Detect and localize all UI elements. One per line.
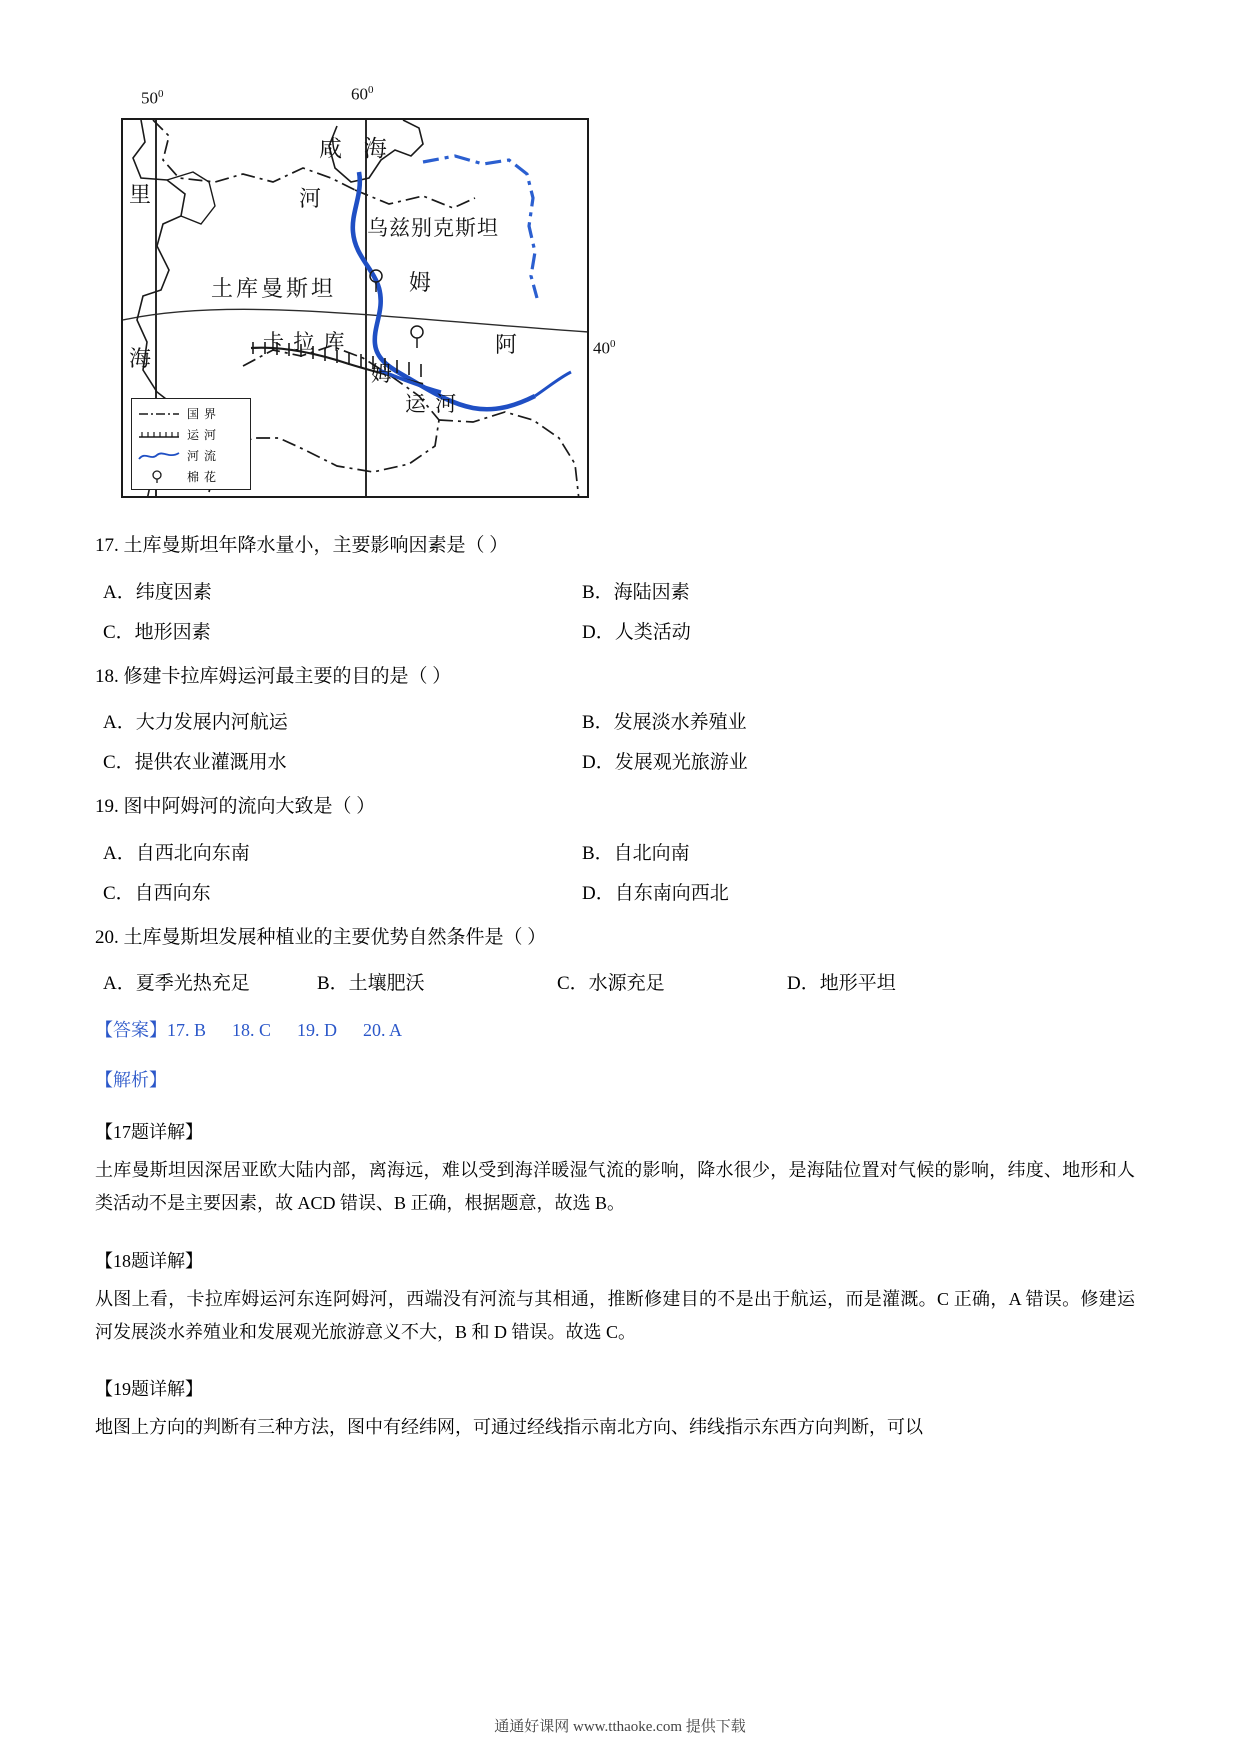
dash-dot-line-icon bbox=[137, 407, 181, 421]
place-label-a: 阿 bbox=[495, 332, 518, 357]
explanation-17-head: 【17题详解】 bbox=[95, 1122, 203, 1142]
explanation-17-body: 土库曼斯坦因深居亚欧大陆内部，离海远，难以受到海洋暖湿气流的影响，降水很少，是海陆位置对气候的影响，纬度、地形和人类活动不是主要因素，故 ACD 错误、B 正确，根据题意，故选 B。 bbox=[95, 1160, 1135, 1214]
option-18-A[interactable]: A．大力发展内河航运 bbox=[103, 712, 288, 733]
place-label-aral-sea: 咸 海 bbox=[319, 136, 395, 161]
option-17-B[interactable]: B．海陆因素 bbox=[582, 581, 690, 603]
option-18-B[interactable]: B．发展淡水养殖业 bbox=[582, 712, 747, 733]
question-19-stem: 19. 图中阿姆河的流向大致是（ ） bbox=[95, 796, 376, 817]
border-south-east bbox=[439, 412, 579, 498]
option-18-C[interactable]: C．提供农业灌溉用水 bbox=[103, 752, 287, 773]
place-label-he: 河 bbox=[299, 186, 322, 211]
hatched-line-icon bbox=[137, 428, 181, 442]
latitude-label-40: $40^0$ bbox=[593, 338, 616, 358]
question-20-stem: 20. 土库曼斯坦发展种植业的主要优势自然条件是（ ） bbox=[95, 926, 547, 948]
place-label-karakum-2: 姆 bbox=[371, 362, 392, 386]
cotton-icon-2 bbox=[411, 326, 423, 348]
wavy-blue-line-icon bbox=[137, 449, 181, 463]
place-label-caspian-li: 里 bbox=[129, 182, 152, 207]
place-label-caspian-hai: 海 bbox=[129, 346, 152, 371]
border-north-east bbox=[355, 190, 475, 208]
question-19-options-row2 bbox=[95, 878, 1145, 902]
map-frame bbox=[121, 118, 589, 498]
option-20-B[interactable]: B．土壤肥沃 bbox=[317, 973, 425, 994]
map-figure bbox=[103, 80, 616, 510]
answer-20: 20. A bbox=[363, 1020, 403, 1040]
question-17-options-row2 bbox=[95, 617, 1145, 641]
answer-block bbox=[95, 1016, 1145, 1042]
legend-row-canal: 运 河 bbox=[137, 424, 245, 445]
place-label-mu: 姆 bbox=[409, 270, 432, 295]
option-19-B[interactable]: B．自北向南 bbox=[582, 842, 690, 864]
option-20-A[interactable]: A．夏季光热充足 bbox=[103, 973, 250, 994]
place-label-karakum-3: 运 河 bbox=[405, 392, 459, 416]
option-17-C[interactable]: C．地形因素 bbox=[103, 621, 211, 643]
question-17-options-row1 bbox=[95, 577, 1145, 601]
option-19-A[interactable]: A．自西北向东南 bbox=[103, 842, 250, 864]
option-18-D[interactable]: D．发展观光旅游业 bbox=[582, 752, 748, 773]
legend-row-border: 国 界 bbox=[137, 403, 245, 424]
answer-label: 【答案】 bbox=[95, 1020, 167, 1040]
question-20-options-row bbox=[95, 968, 1145, 992]
answer-19: 19. D bbox=[297, 1020, 338, 1040]
longitude-label-50: $50^0$ bbox=[141, 88, 164, 108]
question-18-options-row2 bbox=[95, 747, 1145, 771]
legend-row-cotton: 棉 花 bbox=[137, 466, 245, 487]
answer-18: 18. C bbox=[232, 1020, 272, 1040]
option-17-D[interactable]: D．人类活动 bbox=[582, 621, 691, 643]
analysis-label: 【解析】 bbox=[95, 1070, 167, 1090]
question-17-stem: 17. 土库曼斯坦年降水量小，主要影响因素是（ ） bbox=[95, 535, 509, 556]
question-18-options-row1 bbox=[95, 707, 1145, 731]
question-19-options-row1 bbox=[95, 838, 1145, 862]
river-tributary bbox=[535, 372, 571, 396]
cotton-icon bbox=[137, 470, 181, 484]
option-20-C[interactable]: C．水源充足 bbox=[557, 973, 665, 994]
option-17-A[interactable]: A．纬度因素 bbox=[103, 581, 212, 603]
map-legend bbox=[131, 398, 251, 490]
option-19-D[interactable]: D．自东南向西北 bbox=[582, 882, 729, 904]
question-18-stem: 18. 修建卡拉库姆运河最主要的目的是（ ） bbox=[95, 665, 452, 687]
option-20-D[interactable]: D．地形平坦 bbox=[787, 973, 896, 994]
explanation-19-head: 【19题详解】 bbox=[95, 1379, 203, 1400]
parallel-40-line bbox=[123, 309, 589, 332]
explanation-18-head: 【18题详解】 bbox=[95, 1250, 203, 1271]
answer-17: 17. B bbox=[167, 1020, 207, 1040]
legend-row-river: 河 流 bbox=[137, 445, 245, 466]
longitude-label-60: $60^0$ bbox=[351, 84, 374, 104]
place-label-karakum-1: 卡 拉 库 bbox=[263, 330, 347, 354]
explanation-18-body: 从图上看，卡拉库姆运河东连阿姆河，西端没有河流与其相通，推断修建目的不是出于航运，而是灌溉。C 正确，A 错误。修建运河发展淡水养殖业和发展观光旅游意义不大，B 和 D 错误。故选 C。 bbox=[95, 1288, 1135, 1342]
option-19-C[interactable]: C．自西向东 bbox=[103, 882, 211, 904]
page-footer: 通通好课网 www.tthaoke.com 提供下载 bbox=[494, 1719, 746, 1735]
place-label-turkmenistan: 土库曼斯坦 bbox=[211, 276, 337, 301]
place-label-uzbekistan: 乌兹别克斯坦 bbox=[367, 216, 499, 240]
explanation-19-body: 地图上方向的判断有三种方法，图中有经纬网，可通过经线指示南北方向、纬线指示东西方向判断，可以 bbox=[95, 1417, 923, 1438]
